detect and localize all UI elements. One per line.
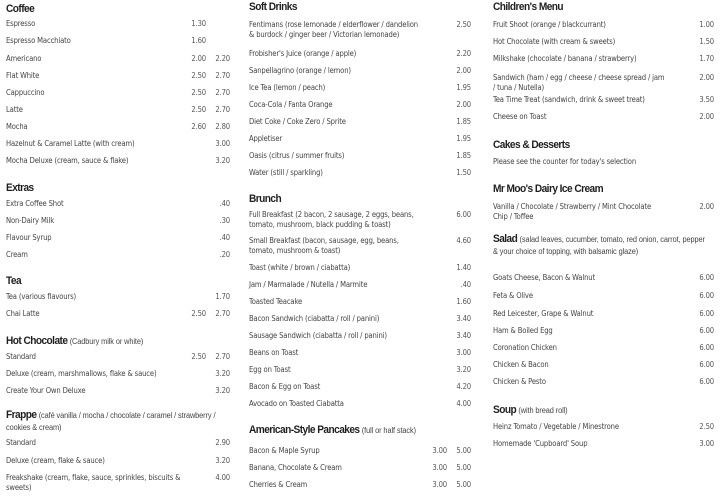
- menu-item: [6, 456, 230, 466]
- menu-item: [249, 348, 471, 358]
- menu-item-price: 2.70: [215, 71, 230, 80]
- menu-item-price: 2.90: [215, 438, 230, 447]
- section-subtitle: (with bread roll): [518, 406, 568, 415]
- menu-item: [6, 139, 230, 149]
- menu-item: [6, 36, 230, 46]
- menu-item-price-small: 1.60: [191, 36, 206, 45]
- menu-item-name: Bacon Sandwich (ciabatta / roll / panini): [249, 314, 380, 323]
- menu-item-price: 1.85: [456, 117, 471, 126]
- menu-item: [6, 19, 230, 29]
- menu-item: [6, 122, 230, 132]
- section-heading-brunch: [249, 192, 281, 206]
- menu-item-price: 1.60: [456, 297, 471, 306]
- menu-item-price: 6.00: [699, 309, 714, 318]
- menu-item-price: 4.60: [456, 236, 471, 245]
- menu-item-price: 3.00: [215, 139, 230, 148]
- menu-item-name: Chicken & Pesto: [493, 377, 546, 386]
- menu-item: [6, 309, 230, 319]
- menu-item-name: Coca-Cola / Fanta Orange: [249, 100, 333, 109]
- section-title: Extras: [6, 182, 34, 194]
- menu-item-price: .40: [219, 233, 230, 242]
- menu-item-name: Vanilla / Chocolate / Strawberry / Mint Chocolate Chip / Toffee: [493, 202, 652, 221]
- menu-item-name: Flat White: [6, 71, 40, 80]
- section-title: Tea: [6, 275, 22, 287]
- menu-item-price: 3.20: [456, 365, 471, 374]
- menu-item-name: Sanpellagrino (orange / lemon): [249, 66, 351, 75]
- section-heading-mr-moo-s-dairy-ice-cream: [493, 182, 603, 196]
- menu-item-price: 1.70: [699, 54, 714, 63]
- menu-item-name: Water (still / sparkling): [249, 168, 323, 177]
- menu-item-price: 4.00: [215, 473, 230, 482]
- menu-item-name: Appletiser: [249, 134, 283, 143]
- menu-item-name: Create Your Own Deluxe: [6, 386, 86, 395]
- menu-item-name: Hot Chocolate (with cream & sweets): [493, 37, 616, 46]
- menu-item-price: 1.70: [215, 292, 230, 301]
- menu-item-name: Beans on Toast: [249, 348, 299, 357]
- menu-item: [493, 422, 714, 432]
- menu-item: [6, 199, 230, 209]
- menu-item: [6, 369, 230, 379]
- menu-item-price: 2.70: [215, 88, 230, 97]
- menu-item-name: Goats Cheese, Bacon & Walnut: [493, 273, 595, 282]
- menu-item: [6, 105, 230, 115]
- menu-item: [493, 95, 714, 105]
- menu-item-name: Avocado on Toasted Ciabatta: [249, 399, 344, 408]
- menu-item-name: Freakshake (cream, flake, sauce, sprinkles, biscuits & sweets): [6, 473, 181, 492]
- menu-item-price-small: 2.50: [191, 309, 206, 318]
- menu-item-name: Standard: [6, 438, 36, 447]
- menu-item-name: Cherries & Cream: [249, 480, 308, 489]
- menu-item-name: Frobisher's Juice (orange / apple): [249, 49, 357, 58]
- menu-item: [249, 463, 471, 473]
- menu-item: [249, 20, 471, 40]
- menu-item-price: 2.20: [215, 54, 230, 63]
- menu-item-price: 1.40: [456, 263, 471, 272]
- menu-item: [249, 446, 471, 456]
- menu-item: [6, 438, 230, 448]
- menu-item-name: Chai Latte: [6, 309, 40, 318]
- menu-item-price: 5.00: [456, 480, 471, 489]
- menu-item: [249, 236, 471, 256]
- menu-item-price: 1.85: [456, 151, 471, 160]
- menu-item: [493, 112, 714, 122]
- menu-item-price: 2.70: [215, 105, 230, 114]
- menu-item-price-small: 3.00: [432, 463, 447, 472]
- menu-item-name: Latte: [6, 105, 23, 114]
- menu-item-price: 3.00: [456, 348, 471, 357]
- section-note: Please see the counter for today's selection: [493, 157, 637, 166]
- section-heading-frappe: [6, 410, 226, 433]
- menu-item-name: Deluxe (cream, marshmallows, flake & sauce): [6, 369, 157, 378]
- menu-item-name: Tea (various flavours): [6, 292, 77, 301]
- menu-item: [6, 250, 230, 260]
- section-title: American-Style Pancakes: [249, 424, 360, 436]
- menu-item-price-small: 2.50: [191, 88, 206, 97]
- section-heading-coffee: [6, 2, 34, 16]
- menu-item: [249, 100, 471, 110]
- menu-item-name: Sandwich (ham / egg / cheese / cheese spread / jam / tuna / Nutella): [493, 73, 665, 92]
- menu-item-name: Red Leicester, Grape & Walnut: [493, 309, 594, 318]
- menu-item: [493, 202, 714, 222]
- menu-item-price: 6.00: [699, 360, 714, 369]
- section-heading-tea: [6, 274, 21, 288]
- menu-item-name: Flavour Syrup: [6, 233, 52, 242]
- menu-item-name: Standard: [6, 352, 36, 361]
- menu-item: [493, 73, 714, 93]
- menu-item: [249, 280, 471, 290]
- menu-item-name: Non-Dairy Milk: [6, 216, 54, 225]
- menu-item: [249, 314, 471, 324]
- menu-item-name: Feta & Olive: [493, 291, 533, 300]
- menu-item: [249, 365, 471, 375]
- menu-item: [249, 399, 471, 409]
- menu-item: [6, 352, 230, 362]
- menu-item: [493, 273, 714, 283]
- menu-item-price-small: 2.50: [191, 71, 206, 80]
- menu-item-price-small: 2.00: [191, 54, 206, 63]
- menu-item: [249, 210, 471, 230]
- section-heading-children-s-menu: [493, 0, 563, 14]
- menu-item-price: 6.00: [699, 326, 714, 335]
- section-subtitle: (Cadbury milk or white): [69, 337, 144, 346]
- menu-item: [249, 331, 471, 341]
- section-title: Brunch: [249, 193, 282, 205]
- menu-item-name: Extra Coffee Shot: [6, 199, 64, 208]
- menu-item: [493, 309, 714, 319]
- menu-item-name: Full Breakfast (2 bacon, 2 sausage, 2 eggs, beans, tomato, mushroom, black pudding & toast): [249, 210, 414, 229]
- section-heading-soft-drinks: [249, 0, 297, 14]
- menu-item-price: 2.00: [699, 202, 714, 211]
- menu-item: [6, 54, 230, 64]
- menu-item: [249, 263, 471, 273]
- menu-item-name: Cream: [6, 250, 28, 259]
- menu-item-price: 3.40: [456, 314, 471, 323]
- section-title: Mr Moo's Dairy Ice Cream: [493, 183, 604, 195]
- menu-item-name: Espresso Macchiato: [6, 36, 71, 45]
- menu-item-price: 6.00: [456, 210, 471, 219]
- menu-item-name: Jam / Marmalade / Nutella / Marmite: [249, 280, 368, 289]
- menu-item-name: Cheese on Toast: [493, 112, 547, 121]
- menu-item-name: Hazelnut & Caramel Latte (with cream): [6, 139, 135, 148]
- menu-item: [493, 343, 714, 353]
- menu-item-name: Deluxe (cream, flake & sauce): [6, 456, 105, 465]
- section-title: Cakes & Desserts: [493, 139, 570, 151]
- menu-item-price: 2.00: [456, 100, 471, 109]
- menu-item-name: Diet Coke / Coke Zero / Sprite: [249, 117, 346, 126]
- menu-item-price: 3.20: [215, 456, 230, 465]
- menu-item-name: Egg on Toast: [249, 365, 291, 374]
- menu-item: [6, 156, 230, 166]
- menu-item: [249, 168, 471, 178]
- menu-item-name: Homemade 'Cupboard' Soup: [493, 439, 588, 448]
- menu-item: [6, 473, 230, 493]
- menu-item: [493, 291, 714, 301]
- section-subtitle: (full or half stack): [361, 426, 416, 435]
- menu-item-price-small: 3.00: [432, 480, 447, 489]
- menu-item-price: 2.80: [215, 122, 230, 131]
- section-heading-cakes-desserts: [493, 138, 570, 152]
- menu-item-name: Small Breakfast (bacon, sausage, egg, beans, tomato, mushroom & toast): [249, 236, 399, 255]
- menu-item-name: Americano: [6, 54, 42, 63]
- menu-item-name: Mocha Deluxe (cream, sauce & flake): [6, 156, 129, 165]
- menu-item: [249, 117, 471, 127]
- menu-item-price-small: 3.00: [432, 446, 447, 455]
- menu-item-price: 6.00: [699, 273, 714, 282]
- section-heading-extras: [6, 181, 34, 195]
- menu-item-price: 3.50: [699, 95, 714, 104]
- menu-item-price: 3.20: [215, 386, 230, 395]
- menu-item-price: 1.95: [456, 134, 471, 143]
- menu-item-price: 3.20: [215, 369, 230, 378]
- section-title: Salad: [493, 233, 518, 245]
- menu-item-price: 2.00: [456, 66, 471, 75]
- menu-item-price-small: 1.30: [191, 19, 206, 28]
- section-heading-salad: [493, 234, 711, 257]
- menu-item-name: Banana, Chocolate & Cream: [249, 463, 342, 472]
- menu-item-price: .30: [219, 216, 230, 225]
- menu-item: [493, 360, 714, 370]
- menu-item: [6, 292, 230, 302]
- section-subtitle: (café vanilla / mocha / chocolate / caramel / strawberry / cookies & cream): [6, 411, 216, 432]
- menu-item-name: Espresso: [6, 19, 36, 28]
- menu-item-price: 1.95: [456, 83, 471, 92]
- menu-item-price: .40: [460, 280, 471, 289]
- menu-item-price-small: 2.50: [191, 105, 206, 114]
- section-subtitle: (salad leaves, cucumber, tomato, red onion, carrot, pepper & your choice of topping, with balsamic glaze): [493, 235, 705, 256]
- menu-item-price-small: 2.60: [191, 122, 206, 131]
- section-title: Soft Drinks: [249, 1, 297, 13]
- menu-item-name: Fentimans (rose lemonade / elderflower / dandelion & burdock / ginger beer / Victorian lemonade): [249, 20, 418, 39]
- menu-item: [493, 439, 714, 449]
- menu-item-price: 6.00: [699, 343, 714, 352]
- menu-item: [493, 326, 714, 336]
- menu-item: [249, 134, 471, 144]
- section-heading-soup: [493, 403, 568, 417]
- menu-item-price: 2.70: [215, 352, 230, 361]
- menu-item-price: 3.20: [215, 156, 230, 165]
- menu-item: [6, 88, 230, 98]
- menu-item-name: Mocha: [6, 122, 28, 131]
- menu-item-price: .20: [219, 250, 230, 259]
- menu-item-name: Coronation Chicken: [493, 343, 557, 352]
- menu-item-price: .40: [219, 199, 230, 208]
- menu-item: [493, 377, 714, 387]
- menu-item: [493, 20, 714, 30]
- section-heading-hot-chocolate: [6, 334, 143, 348]
- menu-item-name: Milkshake (chocolate / banana / strawberry): [493, 54, 637, 63]
- menu-item-price: 2.50: [456, 20, 471, 29]
- menu-item-price: 1.50: [456, 168, 471, 177]
- menu-item-price: 5.00: [456, 446, 471, 455]
- menu-item-price: 6.00: [699, 291, 714, 300]
- menu-item: [249, 480, 471, 490]
- section-heading-american-style-pancakes: [249, 423, 416, 437]
- menu-item-name: Sausage Sandwich (ciabatta / roll / panini): [249, 331, 387, 340]
- section-title: Hot Chocolate: [6, 335, 68, 347]
- menu-item-price: 3.40: [456, 331, 471, 340]
- menu-item: [493, 54, 714, 64]
- menu-item: [249, 66, 471, 76]
- menu-item-price: 6.00: [699, 377, 714, 386]
- menu-item-name: Ice Tea (lemon / peach): [249, 83, 326, 92]
- menu-item-price: 4.00: [456, 399, 471, 408]
- menu-item-name: Heinz Tomato / Vegetable / Minestrone: [493, 422, 619, 431]
- menu-item-price: 2.50: [699, 422, 714, 431]
- menu-item: [249, 83, 471, 93]
- menu-item-name: Ham & Boiled Egg: [493, 326, 553, 335]
- menu-item-name: Bacon & Maple Syrup: [249, 446, 320, 455]
- menu-item-name: Chicken & Bacon: [493, 360, 549, 369]
- menu-item: [249, 382, 471, 392]
- section-title: Frappe: [6, 409, 37, 421]
- menu-item-name: Toasted Teacake: [249, 297, 303, 306]
- menu-item-price: 3.00: [699, 439, 714, 448]
- menu-item-name: Cappuccino: [6, 88, 45, 97]
- section-title: Soup: [493, 404, 517, 416]
- menu-item: [493, 37, 714, 47]
- menu-item: [6, 216, 230, 226]
- menu-item-price: 2.70: [215, 309, 230, 318]
- menu-item-price: 1.50: [699, 37, 714, 46]
- menu-item-name: Toast (white / brown / ciabatta): [249, 263, 351, 272]
- menu-item-price: 4.20: [456, 382, 471, 391]
- menu-item-name: Oasis (citrus / summer fruits): [249, 151, 345, 160]
- menu-item-price: 2.00: [699, 73, 714, 82]
- menu-item-name: Fruit Shoot (orange / blackcurrant): [493, 20, 606, 29]
- menu-item: [6, 233, 230, 243]
- menu-item-price: 1.00: [699, 20, 714, 29]
- menu-item: [6, 71, 230, 81]
- menu-item: [249, 49, 471, 59]
- menu-item-price: 2.20: [456, 49, 471, 58]
- section-title: Children's Menu: [493, 1, 564, 13]
- menu-item: [249, 297, 471, 307]
- menu-item-price: 2.00: [699, 112, 714, 121]
- menu-item-price: 5.00: [456, 463, 471, 472]
- menu-item-name: Bacon & Egg on Toast: [249, 382, 321, 391]
- menu-item-name: Tea Time Treat (sandwich, drink & sweet treat): [493, 95, 645, 104]
- section-title: Coffee: [6, 3, 35, 15]
- menu-item: [6, 386, 230, 396]
- menu-item: [249, 151, 471, 161]
- menu-item-price-small: 2.50: [191, 352, 206, 361]
